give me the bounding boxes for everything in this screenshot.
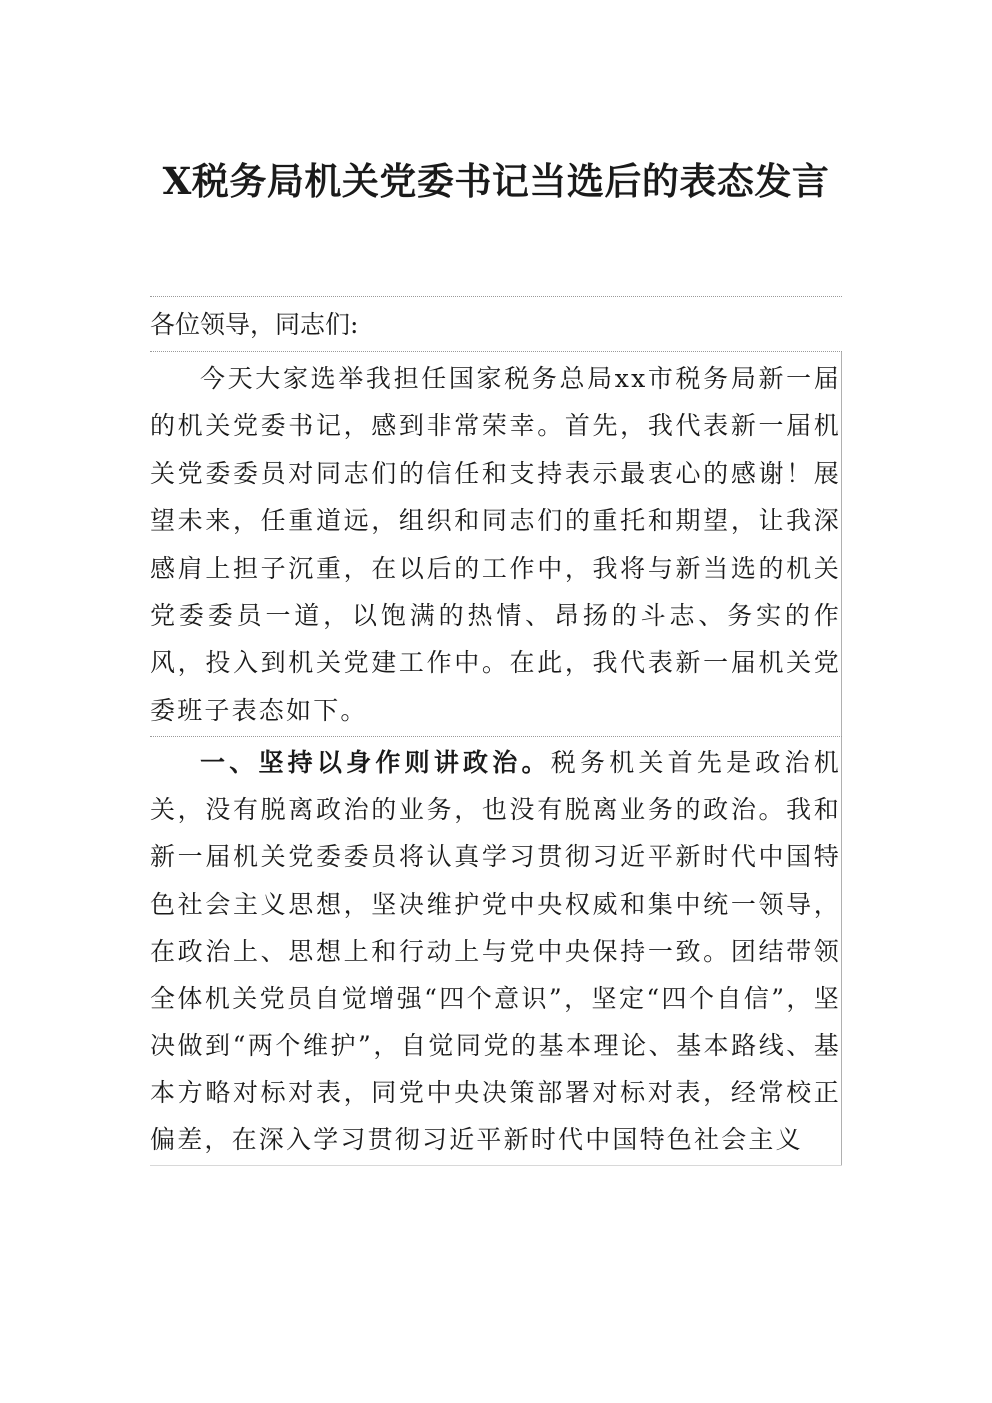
salutation: 各位领导，同志们: <box>150 310 359 339</box>
paragraph-intro <box>150 352 842 736</box>
bottom-divider <box>150 1165 842 1166</box>
paragraph-section-one <box>150 737 842 1165</box>
paragraph-intro-text: 今天大家选举我担任国家税务总局xx市税务局新一届的机关党委书记，感到非常荣幸。首先，我代表新一届机关党委委员对同志们的信任和支持表示最衷心的感谢！展望未来，任重道远，组织和同志们的重托和期望，让我深感肩上担子沉重，在以后的工作中，我将与新当选的机关党委委员一道，以饱满的热情、昂扬的斗志、务实的作风，投入到机关党建工作中。在此，我代表新一届机关党委班子表态如下。 <box>150 364 841 725</box>
section-one-heading: 一、坚持以身作则讲政治。 <box>200 748 551 778</box>
section-one-text: 税务机关首先是政治机关，没有脱离政治的业务，也没有脱离业务的政治。我和新一届机关党委委员将认真学习贯彻习近平新时代中国特色社会主义思想，坚决维护党中央权威和集中统一领导，在政治上、思想上和行动上与党中央保持一致。团结带领全体机关党员自觉增强“四个意识”，坚定“四个自信”，坚决做到“两个维护”，自觉同党的基本理论、基本路线、基本方略对标对表，同党中央决策部署对标对表，经常校正偏差，在深入学习贯彻习近平新时代中国特色社会主义 <box>150 748 841 1154</box>
document-body <box>150 296 842 1166</box>
document-title: X税务局机关党委书记当选后的表态发言 <box>162 159 830 203</box>
